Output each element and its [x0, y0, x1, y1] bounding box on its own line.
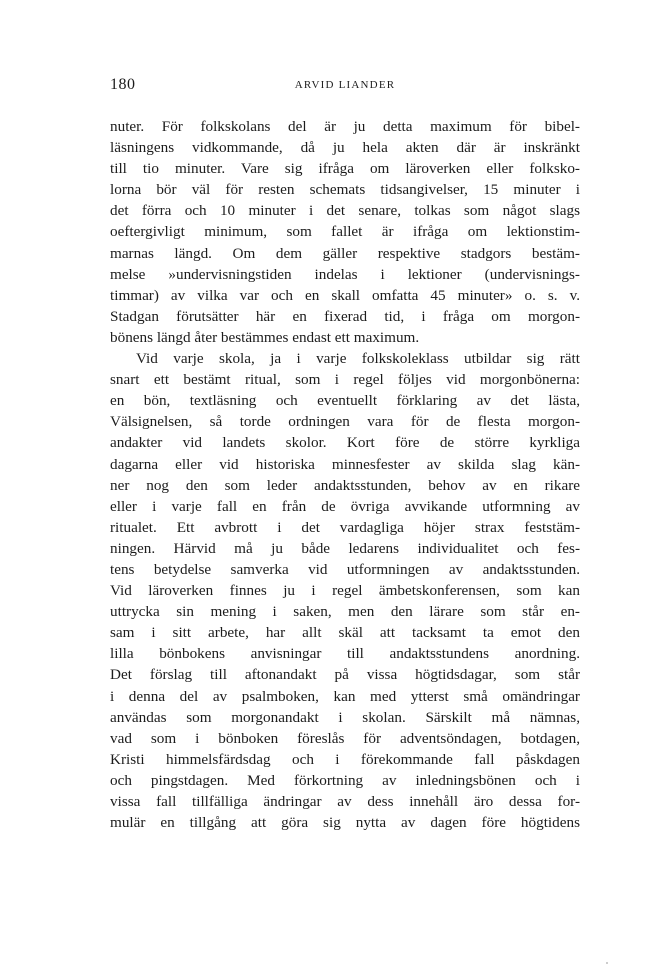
scan-speck	[606, 962, 608, 964]
page-number: 180	[110, 76, 136, 93]
text-line: i denna del av psalmboken, kan med ytterst små omändringar	[110, 687, 580, 705]
body-text	[110, 116, 580, 833]
text-line: lorna bör väl för resten schemats tidsangivelser, 15 minuter i	[110, 181, 580, 199]
text-line: mulär en tillgång att göra sig nytta av dagen före högtidens	[110, 814, 580, 832]
text-line: uttrycka sin mening i saken, men den lärare som står en-	[110, 603, 580, 621]
text-line: det förra och 10 minuter i det senare, tolkas som något slags	[110, 202, 580, 220]
text-line: andakter vid landets skolor. Kort före de större kyrkliga	[110, 434, 580, 452]
text-line: en bön, textläsning och eventuellt förklaring av det lästa,	[110, 392, 580, 410]
text-line: oeftergivligt minimum, som fallet är ifråga om lektionstim-	[110, 223, 580, 241]
running-header	[110, 76, 580, 98]
text-line: Stadgan förutsätter här en fixerad tid, i fråga om morgon-	[110, 307, 580, 325]
text-line: ner nog den som leder andaktsstunden, behov av en rikare	[110, 476, 580, 494]
text-line: ritualet. Ett avbrott i det vardagliga höjer strax feststäm-	[110, 518, 580, 536]
text-line: melse »undervisningstiden indelas i lektioner (undervisnings-	[110, 265, 580, 283]
text-line: Det förslag till aftonandakt på vissa högtidsdagar, som står	[110, 666, 580, 684]
paragraph-end-line: bönens längd åter bestämmes endast ett maximum.	[110, 328, 420, 346]
text-line: ningen. Härvid må ju både ledarens individualitet och fes-	[110, 539, 580, 557]
text-line: vissa fall tillfälliga ändringar av dess innehåll äro dessa for-	[110, 793, 580, 810]
text-line: till tio minuter. Vare sig ifråga om läroverken eller folksko-	[110, 160, 580, 178]
text-line: sam i sitt arbete, har allt skäl att tacksamt ta emot den	[110, 624, 580, 642]
text-line: lilla bönbokens anvisningar till andaktsstundens anordning.	[110, 645, 580, 663]
text-line: vad som i bönboken föreslås för adventsöndagen, botdagen,	[110, 729, 580, 747]
text-line: eller i varje fall en från de övriga avvikande utformning av	[110, 497, 580, 515]
text-line: timmar) av vilka var och en skall omfatta 45 minuter» o. s. v.	[110, 286, 580, 304]
text-line: marnas längd. Om dem gäller respektive stadgors bestäm-	[110, 244, 580, 262]
text-line: läsningens vidkommande, då ju hela akten där är inskränkt	[110, 139, 580, 157]
text-line: tens betydelse samverka vid utformningen av andaktsstunden.	[110, 560, 580, 578]
running-title: ARVID LIANDER	[294, 79, 396, 91]
paragraph-start-line: Vid varje skola, ja i varje folkskoleklass utbildar sig rätt	[136, 350, 580, 368]
text-line: Vid läroverken finnes ju i regel ämbetskonferensen, som kan	[110, 582, 580, 600]
text-line: Kristi himmelsfärdsdag och i förekommande fall påskdagen	[110, 750, 580, 768]
text-line: nuter. För folkskolans del är ju detta maximum för bibel-	[110, 118, 580, 135]
text-line: och pingstdagen. Med förkortning av inledningsbönen och i	[110, 771, 580, 789]
text-line: snart ett bestämt ritual, som i regel följes vid morgonbönerna:	[110, 371, 580, 389]
text-line: Välsignelsen, så torde ordningen vara för de flesta morgon-	[110, 413, 580, 431]
text-line: dagarna eller vid historiska minnesfester av skilda slag kän-	[110, 455, 580, 473]
text-line: användas som morgonandakt i skolan. Särskilt må nämnas,	[110, 708, 580, 726]
